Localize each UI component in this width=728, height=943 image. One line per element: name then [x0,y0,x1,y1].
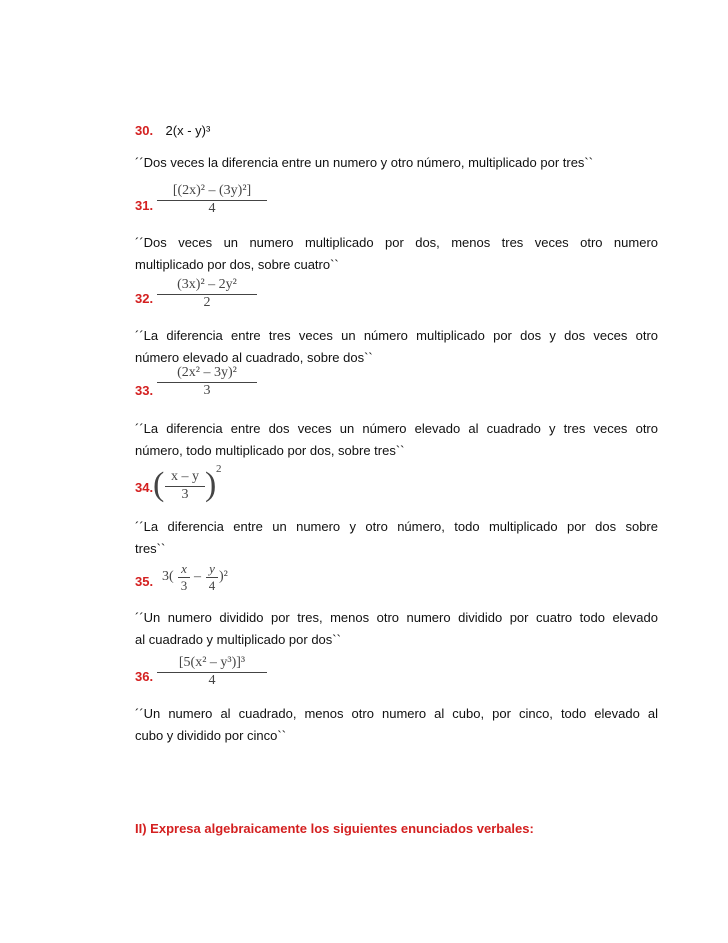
description-line: cubo y dividido por cinco`` [135,728,287,743]
description-line: multiplicado por dos, sobre cuatro`` [135,257,339,272]
fraction-numerator: y [206,561,218,578]
minus-sign: – [194,569,201,584]
item-34-description [135,516,658,560]
item-34 [135,465,335,511]
coefficient: 3( [162,569,174,584]
fraction-denominator: 3 [180,578,188,593]
item-expression: 2(x - y)³ [165,123,211,138]
fraction-denominator: 3 [203,383,211,398]
fraction-numerator: [5(x² – y³)]³ [157,655,267,673]
fraction-denominator: 3 [181,487,189,502]
fraction-numerator: x [178,561,190,578]
item-31-description [135,232,658,276]
fraction [157,277,257,311]
left-paren: ( [153,466,165,503]
fraction [157,183,267,217]
description-line: número elevado al cuadrado, sobre dos`` [135,350,373,365]
fraction-denominator: 4 [208,673,216,688]
description-line: ´´Un numero al cuadrado, menos otro numero al cubo, por cinco, todo elevado al [135,706,658,721]
section-heading: II) Expresa algebraicamente los siguientes enunciados verbales: [135,821,534,836]
fraction-denominator: 4 [208,578,216,593]
fraction-numerator: (2x² – 3y)² [157,365,257,383]
description-line: ´´La diferencia entre tres veces un número multiplicado por dos y dos veces otro [135,328,658,343]
item-number: 30. [135,123,154,138]
description-line: ´´Dos veces la diferencia entre un numero y otro número, multiplicado por tres`` [135,155,594,170]
description-line: ´´Dos veces un numero multiplicado por dos, menos tres veces otro numero [135,235,658,250]
fraction-y-over-4 [206,561,218,594]
fraction [165,469,205,503]
description-line: ´´La diferencia entre un numero y otro número, todo multiplicado por dos sobre [135,519,658,534]
description-line: tres`` [135,541,166,556]
fraction [157,655,267,689]
right-paren: ) [205,466,217,503]
item-number: 31. [135,198,154,213]
exponent: 2 [216,463,222,475]
fraction-denominator: 2 [203,295,211,310]
item-36-description [135,703,658,747]
fraction-numerator: [(2x)² – (3y)²] [157,183,267,201]
item-36 [135,655,335,697]
item-number: 36. [135,669,154,684]
item-32-description [135,325,658,369]
item-35-description [135,607,658,651]
fraction-numerator: (3x)² – 2y² [157,277,257,295]
fraction-x-over-3 [178,561,190,594]
closing-paren: )² [219,569,228,584]
item-number: 35. [135,574,154,589]
item-number: 33. [135,383,154,398]
item-35 [135,560,335,600]
item-30 [135,120,210,142]
item-33 [135,365,335,407]
description-line: ´´La diferencia entre dos veces un número elevado al cuadrado y tres veces otro [135,421,658,436]
fraction-numerator: x – y [165,469,205,487]
description-line: número, todo multiplicado por dos, sobre tres`` [135,443,405,458]
item-32 [135,277,335,319]
item-31 [135,183,335,225]
description-line: ´´Un numero dividido por tres, menos otro numero dividido por cuatro todo elevado [135,610,658,625]
fraction-denominator: 4 [208,201,216,216]
item-33-description [135,418,658,462]
description-line: al cuadrado y multiplicado por dos`` [135,632,341,647]
item-30-description [135,152,658,174]
item-number: 34. [135,480,154,495]
fraction [157,365,257,399]
item-number: 32. [135,291,154,306]
